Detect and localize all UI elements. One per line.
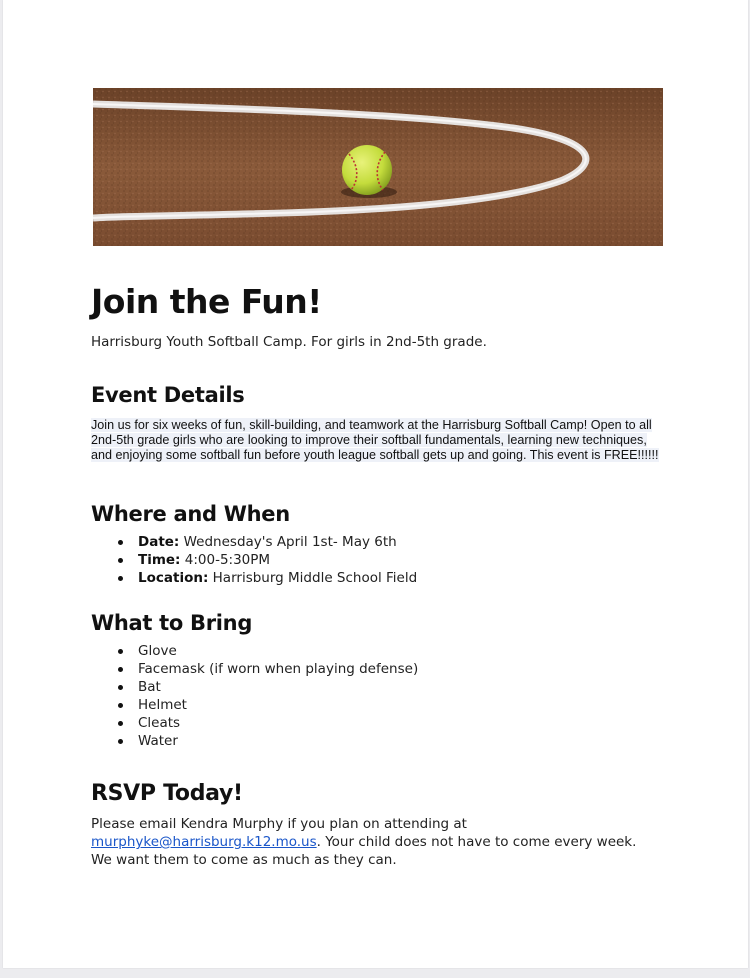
list-item: Helmet	[138, 696, 418, 714]
location-value: Harrisburg Middle School Field	[212, 570, 418, 586]
list-item: Bat	[138, 678, 418, 696]
where-when-list	[91, 533, 417, 587]
event-details-text	[91, 418, 671, 463]
list-item: Water	[138, 732, 418, 750]
softball-photo	[93, 88, 663, 246]
banner-image	[93, 88, 663, 246]
page-title: Join the Fun!	[91, 282, 322, 321]
rsvp-heading: RSVP Today!	[91, 781, 243, 806]
date-value: Wednesday's April 1st- May 6th	[183, 534, 397, 550]
event-details-heading: Event Details	[91, 383, 245, 407]
document-page	[3, 0, 748, 968]
list-item: Glove	[138, 642, 418, 660]
rsvp-text-after: . Your child does not have to come every week. We want them to come as much as they can.	[91, 834, 637, 868]
date-label: Date:	[138, 534, 180, 550]
time-value: 4:00-5:30PM	[184, 552, 271, 568]
list-item: Cleats	[138, 714, 418, 732]
what-to-bring-list	[91, 642, 418, 750]
event-details-body: Join us for six weeks of fun, skill-building, and teamwork at the Harrisburg Softball Camp! Open to all 2nd-5th grade girls who are looking to improve their softball fundamentals, learning new techniques, and enjoying some softball fun before youth league softball gets up and going. This event is FREE!!!!!!	[91, 418, 659, 462]
location-label: Location:	[138, 570, 209, 586]
list-item: Facemask (if worn when playing defense)	[138, 661, 419, 677]
what-to-bring-heading: What to Bring	[91, 611, 253, 635]
list-item-date	[138, 533, 417, 551]
rsvp-text-before: Please email Kendra Murphy if you plan on attending at	[91, 816, 467, 832]
page-subtitle: Harrisburg Youth Softball Camp. For girls in 2nd-5th grade.	[91, 334, 487, 350]
where-when-heading: Where and When	[91, 502, 290, 526]
time-label: Time:	[138, 552, 181, 568]
list-item-location	[138, 569, 417, 587]
email-link[interactable]: murphyke@harrisburg.k12.mo.us	[91, 834, 317, 850]
list-item-time	[138, 551, 417, 569]
rsvp-text	[91, 815, 651, 869]
